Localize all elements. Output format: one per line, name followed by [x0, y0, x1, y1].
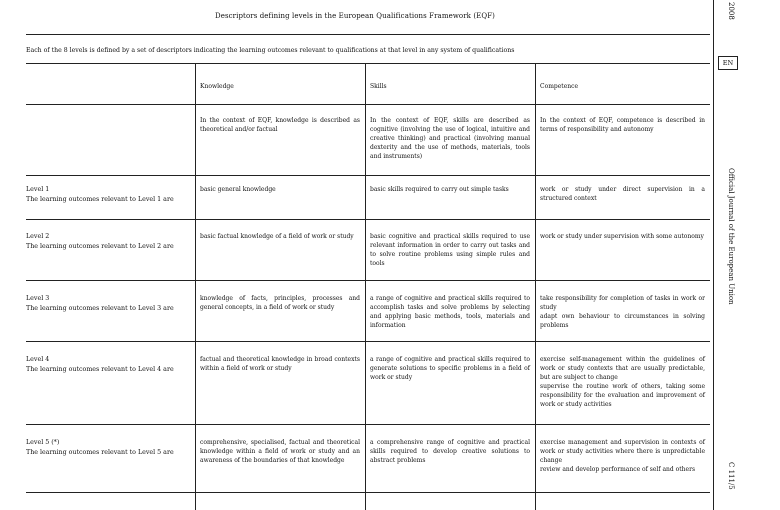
row-divider	[26, 104, 710, 105]
level-name: Level 5 (*)	[26, 439, 60, 446]
row-divider	[26, 341, 710, 342]
definition-knowledge: In the context of EQF, knowledge is described as theoretical and/or factual	[200, 117, 360, 133]
level-name: Level 3	[26, 295, 50, 302]
competence-item: review and develop performance of self and others	[540, 466, 696, 473]
level-name: Level 4	[26, 356, 50, 363]
language-badge: EN	[718, 56, 738, 70]
skills-cell: a range of cognitive and practical skills required to generate solutions to specific problems in a field of work or study	[370, 356, 530, 381]
intro-rule	[26, 63, 710, 64]
level-row-label	[26, 294, 174, 314]
competence-item: adapt own behaviour to circumstances in solving problems	[540, 313, 705, 329]
definition-skills: In the context of EQF, skills are described as cognitive (involving the use of logical, intuitive and creative thinking) and practical (involving manual dexterity and the use of methods, materials, tools and instruments)	[370, 117, 530, 160]
row-divider	[26, 492, 710, 493]
level-name: Level 2	[26, 233, 50, 240]
level-row-label	[26, 355, 174, 375]
column-header-competence: Competence	[540, 83, 579, 90]
level-description: The learning outcomes relevant to Level 5 are	[26, 449, 174, 456]
skills-cell: a range of cognitive and practical skills required to accomplish tasks and solve problems by selecting and applying basic methods, tools, materials and information	[370, 295, 530, 329]
knowledge-cell: factual and theoretical knowledge in broad contexts within a field of work or study	[200, 356, 360, 372]
skills-cell: basic skills required to carry out simple tasks	[370, 186, 509, 193]
knowledge-cell: basic general knowledge	[200, 186, 276, 193]
level-description: The learning outcomes relevant to Level 2 are	[26, 243, 174, 250]
level-description: The learning outcomes relevant to Level 4 are	[26, 366, 174, 373]
col-divider	[535, 63, 536, 510]
competence-item: exercise management and supervision in contexts of work or study activities where there is unpredictable change	[540, 439, 705, 464]
margin-journal-title: Official Journal of the European Union	[727, 168, 735, 305]
competence-item: take responsibility for completion of tasks in work or study	[540, 295, 705, 311]
document-title: Descriptors defining levels in the European Qualifications Framework (EQF)	[215, 12, 495, 20]
skills-cell: a comprehensive range of cognitive and practical skills required to develop creative solutions to abstract problems	[370, 439, 530, 464]
intro-text: Each of the 8 levels is defined by a set of descriptors indicating the learning outcomes relevant to qualifications at that level in any system of qualifications	[26, 47, 515, 54]
title-rule	[26, 34, 710, 35]
competence-cell: work or study under direct supervision in a structured context	[540, 186, 705, 202]
level-row-label	[26, 232, 174, 252]
competence-item: exercise self-management within the guidelines of work or study contexts that are usually predictable, but are subject to change	[540, 356, 705, 381]
knowledge-cell: comprehensive, specialised, factual and theoretical knowledge within a field of work or study and an awareness of the boundaries of that knowledge	[200, 439, 360, 464]
row-divider	[26, 280, 710, 281]
competence-cell	[540, 355, 705, 409]
competence-item: supervise the routine work of others, taking some responsibility for the evaluation and improvement of work or study activities	[540, 383, 705, 408]
row-divider	[26, 424, 710, 425]
row-divider	[26, 219, 710, 220]
competence-cell	[540, 438, 705, 474]
margin-page-ref: C 111/5	[727, 462, 735, 490]
col-divider	[195, 63, 196, 510]
competence-cell: work or study under supervision with some autonomy	[540, 233, 704, 240]
col-divider	[365, 63, 366, 510]
knowledge-cell: basic factual knowledge of a field of work or study	[200, 233, 354, 240]
level-description: The learning outcomes relevant to Level 3 are	[26, 305, 174, 312]
skills-cell: basic cognitive and practical skills required to use relevant information in order to carry out tasks and to solve routine problems using simple rules and tools	[370, 233, 530, 267]
level-name: Level 1	[26, 186, 50, 193]
knowledge-cell: knowledge of facts, principles, processes and general concepts, in a field of work or study	[200, 295, 360, 311]
margin-rule	[713, 0, 714, 510]
level-row-label	[26, 438, 174, 458]
definition-competence: In the context of EQF, competence is described in terms of responsibility and autonomy	[540, 117, 705, 133]
competence-cell	[540, 294, 705, 330]
column-header-knowledge: Knowledge	[200, 83, 234, 90]
margin-date: 2008	[727, 2, 735, 20]
level-row-label	[26, 185, 174, 205]
level-description: The learning outcomes relevant to Level 1 are	[26, 196, 174, 203]
row-divider	[26, 175, 710, 176]
column-header-skills: Skills	[370, 83, 387, 90]
